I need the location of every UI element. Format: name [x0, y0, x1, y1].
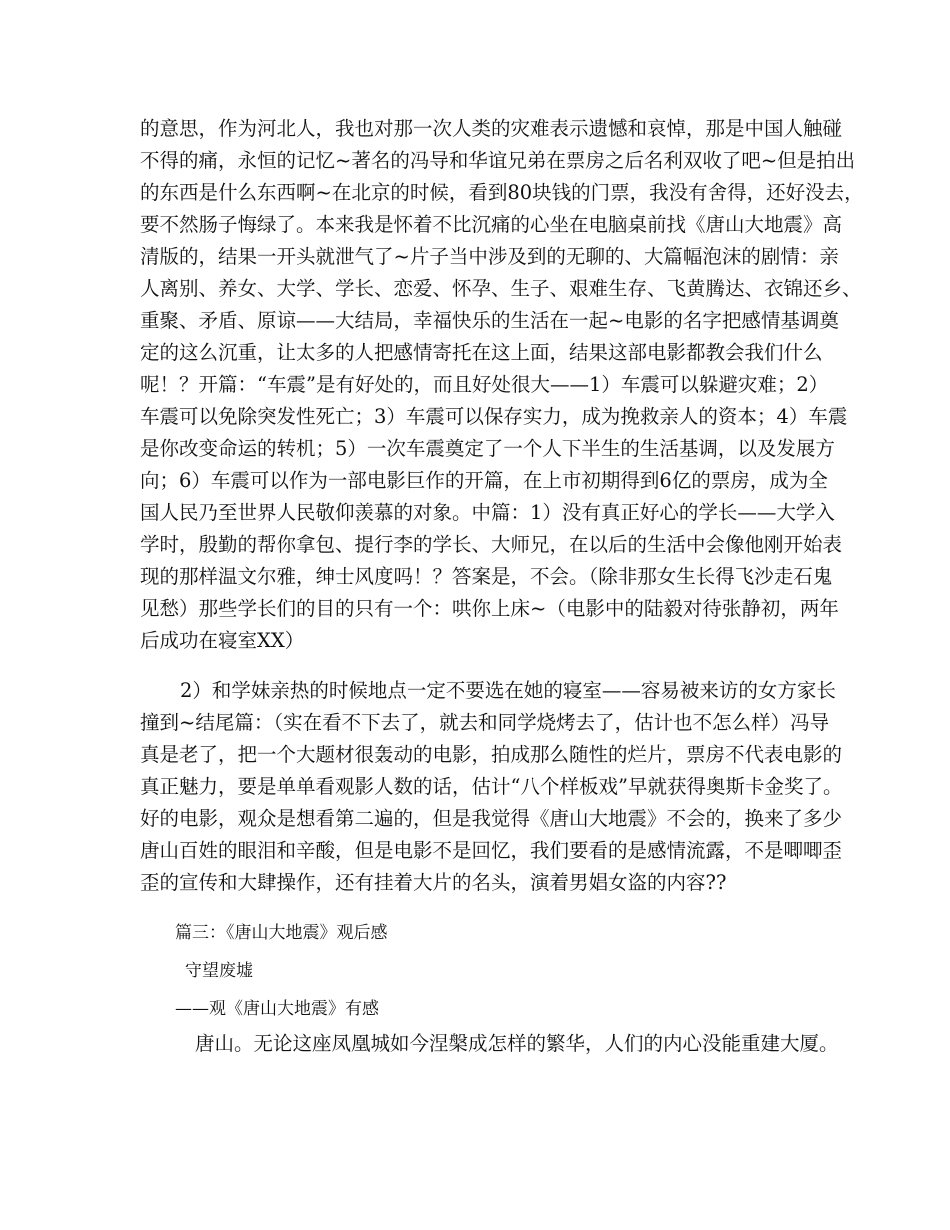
text-line: 学时，殷勤的帮你拿包、提行李的学长、大师兄，在以后的生活中会像他刚开始表 — [140, 533, 843, 556]
text-line: 向；6）车震可以作为一部电影巨作的开篇，在上市初期得到6亿的票房，成为全 — [140, 469, 828, 492]
text-line: 人离别、养女、大学、学长、恋爱、怀孕、生子、艰难生存、飞黄腾达、衣锦还乡、 — [140, 277, 862, 300]
text-line: 歪的宣传和大肆操作，还有挂着大片的名头，演着男娼女盗的内容?? — [140, 871, 727, 894]
text-line: 定的这么沉重，让太多的人把感情寄托在这上面，结果这部电影都教会我们什么 — [140, 341, 823, 364]
closing-line: 唐山。无论这座凤凰城如今涅槃成怎样的繁华，人们的内心没能重建大厦。 — [195, 1032, 839, 1055]
text-line: 国人民乃至世界人民敬仰羡慕的对象。中篇：1）没有真正好心的学长——大学入 — [140, 501, 835, 524]
text-line: 的东西是什么东西啊~在北京的时候，看到80块钱的门票，我没有舍得，还好没去， — [140, 181, 864, 204]
text-line: 呢！？开篇：“车震”是有好处的，而且好处很大——1）车震可以躲避灾难；2） — [140, 373, 829, 396]
text-line: 要不然肠子悔绿了。本来我是怀着不比沉痛的心坐在电脑桌前找《唐山大地震》高 — [140, 213, 843, 236]
text-line: 现的那样温文尔雅，绅士风度吗！？答案是，不会。（除非那女生长得飞沙走石鬼 — [140, 565, 833, 588]
text-line: 真是老了，把一个大题材很轰动的电影，拍成那么随性的烂片，票房不代表电影的 — [140, 743, 843, 766]
essay-subtitle: ——观《唐山大地震》有感 — [175, 999, 379, 1019]
text-line: 撞到~结尾篇：（实在看不下去了，就去和同学烧烤去了，估计也不怎么样）冯导 — [140, 711, 830, 734]
text-line: 唐山百姓的眼泪和辛酸，但是电影不是回忆，我们要看的是感情流露，不是唧唧歪 — [140, 839, 843, 862]
text-line: 车震可以免除突发性死亡；3）车震可以保存实力，成为挽救亲人的资本；4）车震 — [140, 405, 848, 428]
text-line: 是你改变命运的转机；5）一次车震奠定了一个人下半生的生活基调，以及发展方 — [140, 437, 835, 460]
section-heading: 篇三：《唐山大地震》观后感 — [175, 923, 388, 943]
text-line: 不得的痛，永恒的记忆~著名的冯导和华谊兄弟在票房之后名利双收了吧~但是拍出 — [140, 149, 856, 172]
text-line: 清版的，结果一开头就泄气了~片子当中涉及到的无聊的、大篇幅泡沫的剧情：亲 — [140, 245, 839, 268]
text-line: 的意思，作为河北人，我也对那一次人类的灾难表示遗憾和哀悼，那是中国人触碰 — [140, 117, 843, 140]
text-line: 好的电影，观众是想看第二遍的，但是我觉得《唐山大地震》不会的，换来了多少 — [140, 807, 843, 830]
text-line: 真正魅力，要是单单看观影人数的话，估计“八个样板戏”早就获得奥斯卡金奖了。 — [140, 775, 843, 798]
essay-title: 守望废墟 — [185, 961, 253, 981]
text-line: 重聚、矛盾、原谅——大结局，幸福快乐的生活在一起~电影的名字把感情基调奠 — [140, 309, 839, 332]
text-line: 后成功在寝室XX） — [140, 629, 305, 652]
text-line: 见愁）那些学长们的目的只有一个：哄你上床~（电影中的陆毅对待张静初，两年 — [140, 597, 839, 620]
text-line: 2）和学妹亲热的时候地点一定不要选在她的寝室——容易被来访的女方家长 — [180, 679, 836, 702]
